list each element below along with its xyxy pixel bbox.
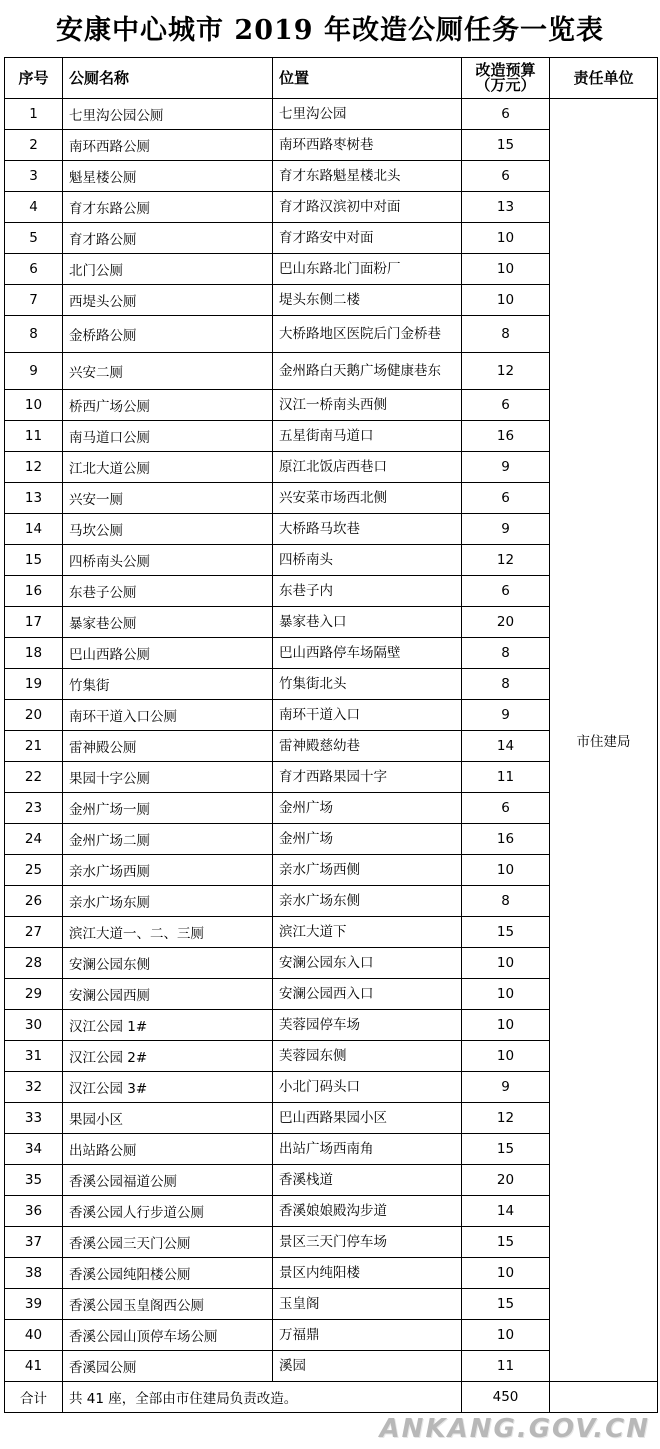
row-toilet-name: 香溪公园纯阳楼公厕 [63, 1258, 273, 1289]
responsible-unit: 市住建局 [550, 99, 658, 1382]
page-title: 安康中心城市 2019 年改造公厕任务一览表 [56, 15, 604, 46]
total-label: 合计 [5, 1382, 63, 1413]
row-budget: 15 [462, 130, 550, 161]
row-location: 育才路汉滨初中对面 [273, 192, 462, 223]
row-location: 安澜公园西入口 [273, 979, 462, 1010]
row-index: 9 [5, 353, 63, 390]
row-index: 13 [5, 483, 63, 514]
row-location: 南环干道入口 [273, 700, 462, 731]
row-index: 30 [5, 1010, 63, 1041]
row-toilet-name: 魁星楼公厕 [63, 161, 273, 192]
total-budget: 450 [462, 1382, 550, 1413]
row-toilet-name: 香溪公园三天门公厕 [63, 1227, 273, 1258]
row-budget: 10 [462, 979, 550, 1010]
row-budget: 9 [462, 1072, 550, 1103]
row-index: 23 [5, 793, 63, 824]
row-toilet-name: 北门公厕 [63, 254, 273, 285]
row-budget: 20 [462, 607, 550, 638]
row-index: 17 [5, 607, 63, 638]
row-location: 巴山西路停车场隔壁 [273, 638, 462, 669]
row-location: 育才西路果园十字 [273, 762, 462, 793]
row-location: 出站广场西南角 [273, 1134, 462, 1165]
row-budget: 8 [462, 316, 550, 353]
row-budget: 6 [462, 483, 550, 514]
row-toilet-name: 巴山西路公厕 [63, 638, 273, 669]
row-toilet-name: 汉江公园 1# [63, 1010, 273, 1041]
row-index: 28 [5, 948, 63, 979]
header-index: 序号 [5, 58, 63, 99]
row-budget: 9 [462, 452, 550, 483]
row-budget: 6 [462, 390, 550, 421]
row-location: 金州广场 [273, 824, 462, 855]
row-index: 37 [5, 1227, 63, 1258]
row-location: 汉江一桥南头西侧 [273, 390, 462, 421]
row-budget: 8 [462, 638, 550, 669]
row-index: 15 [5, 545, 63, 576]
header-unit: 责任单位 [550, 58, 658, 99]
row-budget: 12 [462, 353, 550, 390]
row-budget: 16 [462, 421, 550, 452]
row-toilet-name: 兴安一厕 [63, 483, 273, 514]
row-location: 巴山西路果园小区 [273, 1103, 462, 1134]
row-budget: 8 [462, 669, 550, 700]
row-location: 暴家巷入口 [273, 607, 462, 638]
row-index: 3 [5, 161, 63, 192]
row-index: 22 [5, 762, 63, 793]
row-location: 五星街南马道口 [273, 421, 462, 452]
row-budget: 15 [462, 917, 550, 948]
row-toilet-name: 出站路公厕 [63, 1134, 273, 1165]
row-location: 原江北饭店西巷口 [273, 452, 462, 483]
row-location: 亲水广场西侧 [273, 855, 462, 886]
row-location: 景区内纯阳楼 [273, 1258, 462, 1289]
row-budget: 9 [462, 514, 550, 545]
row-budget: 6 [462, 99, 550, 130]
row-index: 2 [5, 130, 63, 161]
row-location: 芙蓉园停车场 [273, 1010, 462, 1041]
row-location: 芙蓉园东侧 [273, 1041, 462, 1072]
row-budget: 10 [462, 1010, 550, 1041]
row-location: 滨江大道下 [273, 917, 462, 948]
row-index: 8 [5, 316, 63, 353]
row-index: 27 [5, 917, 63, 948]
row-toilet-name: 滨江大道一、二、三厕 [63, 917, 273, 948]
row-index: 18 [5, 638, 63, 669]
total-row [5, 1382, 658, 1413]
row-budget: 15 [462, 1227, 550, 1258]
row-toilet-name: 兴安二厕 [63, 353, 273, 390]
row-location: 堤头东侧二楼 [273, 285, 462, 316]
row-toilet-name: 桥西广场公厕 [63, 390, 273, 421]
row-budget: 10 [462, 1320, 550, 1351]
row-location: 竹集街北头 [273, 669, 462, 700]
row-location: 大桥路马坎巷 [273, 514, 462, 545]
row-index: 14 [5, 514, 63, 545]
header-name: 公厕名称 [63, 58, 273, 99]
row-toilet-name: 四桥南头公厕 [63, 545, 273, 576]
row-location: 亲水广场东侧 [273, 886, 462, 917]
row-toilet-name: 南环干道入口公厕 [63, 700, 273, 731]
row-budget: 10 [462, 1041, 550, 1072]
row-budget: 10 [462, 254, 550, 285]
row-toilet-name: 江北大道公厕 [63, 452, 273, 483]
row-index: 19 [5, 669, 63, 700]
row-budget: 10 [462, 855, 550, 886]
row-budget: 13 [462, 192, 550, 223]
row-toilet-name: 金州广场二厕 [63, 824, 273, 855]
row-location: 玉皇阁 [273, 1289, 462, 1320]
row-toilet-name: 育才路公厕 [63, 223, 273, 254]
row-index: 7 [5, 285, 63, 316]
row-budget: 15 [462, 1289, 550, 1320]
row-budget: 11 [462, 1351, 550, 1382]
total-unit-cell [550, 1382, 658, 1413]
row-toilet-name: 西堤头公厕 [63, 285, 273, 316]
row-location: 安澜公园东入口 [273, 948, 462, 979]
row-budget: 9 [462, 700, 550, 731]
row-index: 25 [5, 855, 63, 886]
row-toilet-name: 安澜公园东侧 [63, 948, 273, 979]
row-index: 32 [5, 1072, 63, 1103]
row-location: 香溪栈道 [273, 1165, 462, 1196]
header-budget: 改造预算（万元） [462, 58, 550, 99]
row-index: 26 [5, 886, 63, 917]
row-index: 6 [5, 254, 63, 285]
row-index: 38 [5, 1258, 63, 1289]
row-toilet-name: 汉江公园 2# [63, 1041, 273, 1072]
row-location: 巴山东路北门面粉厂 [273, 254, 462, 285]
row-budget: 12 [462, 1103, 550, 1134]
table-row [5, 99, 658, 130]
row-toilet-name: 金桥路公厕 [63, 316, 273, 353]
table-header-row [5, 58, 658, 99]
row-toilet-name: 汉江公园 3# [63, 1072, 273, 1103]
row-index: 40 [5, 1320, 63, 1351]
row-index: 24 [5, 824, 63, 855]
row-index: 29 [5, 979, 63, 1010]
row-toilet-name: 竹集街 [63, 669, 273, 700]
row-index: 12 [5, 452, 63, 483]
row-location: 香溪娘娘殿沟步道 [273, 1196, 462, 1227]
row-index: 36 [5, 1196, 63, 1227]
row-budget: 15 [462, 1134, 550, 1165]
row-budget: 12 [462, 545, 550, 576]
total-note: 共 41 座，全部由市住建局负责改造。 [63, 1382, 462, 1413]
row-index: 11 [5, 421, 63, 452]
row-toilet-name: 金州广场一厕 [63, 793, 273, 824]
row-budget: 14 [462, 1196, 550, 1227]
row-index: 5 [5, 223, 63, 254]
row-budget: 6 [462, 793, 550, 824]
row-budget: 10 [462, 948, 550, 979]
row-toilet-name: 香溪公园山顶停车场公厕 [63, 1320, 273, 1351]
row-budget: 8 [462, 886, 550, 917]
row-location: 万福鼎 [273, 1320, 462, 1351]
row-toilet-name: 果园小区 [63, 1103, 273, 1134]
row-location: 小北门码头口 [273, 1072, 462, 1103]
row-toilet-name: 果园十字公厕 [63, 762, 273, 793]
row-location: 七里沟公园 [273, 99, 462, 130]
row-location: 景区三天门停车场 [273, 1227, 462, 1258]
row-toilet-name: 雷神殿公厕 [63, 731, 273, 762]
row-index: 34 [5, 1134, 63, 1165]
row-index: 33 [5, 1103, 63, 1134]
row-index: 16 [5, 576, 63, 607]
row-budget: 6 [462, 161, 550, 192]
row-toilet-name: 东巷子公厕 [63, 576, 273, 607]
row-toilet-name: 南马道口公厕 [63, 421, 273, 452]
row-toilet-name: 暴家巷公厕 [63, 607, 273, 638]
row-toilet-name: 马坎公厕 [63, 514, 273, 545]
row-location: 雷神殿慈幼巷 [273, 731, 462, 762]
row-budget: 11 [462, 762, 550, 793]
row-budget: 20 [462, 1165, 550, 1196]
row-toilet-name: 香溪公园玉皇阁西公厕 [63, 1289, 273, 1320]
row-budget: 10 [462, 223, 550, 254]
row-budget: 10 [462, 285, 550, 316]
row-location: 溪园 [273, 1351, 462, 1382]
row-index: 31 [5, 1041, 63, 1072]
row-toilet-name: 香溪公园福道公厕 [63, 1165, 273, 1196]
row-location: 大桥路地区医院后门金桥巷 [273, 316, 462, 353]
row-index: 20 [5, 700, 63, 731]
row-location: 育才路安中对面 [273, 223, 462, 254]
row-toilet-name: 香溪园公厕 [63, 1351, 273, 1382]
row-budget: 16 [462, 824, 550, 855]
row-location: 金州路白天鹅广场健康巷东 [273, 353, 462, 390]
row-location: 兴安菜市场西北侧 [273, 483, 462, 514]
row-index: 4 [5, 192, 63, 223]
row-toilet-name: 香溪公园人行步道公厕 [63, 1196, 273, 1227]
row-toilet-name: 安澜公园西厕 [63, 979, 273, 1010]
site-watermark: ANKANG.GOV.CN [379, 1414, 650, 1444]
row-budget: 10 [462, 1258, 550, 1289]
row-budget: 6 [462, 576, 550, 607]
row-location: 金州广场 [273, 793, 462, 824]
row-index: 41 [5, 1351, 63, 1382]
row-toilet-name: 南环西路公厕 [63, 130, 273, 161]
row-index: 10 [5, 390, 63, 421]
row-toilet-name: 育才东路公厕 [63, 192, 273, 223]
header-location: 位置 [273, 58, 462, 99]
row-location: 东巷子内 [273, 576, 462, 607]
row-index: 39 [5, 1289, 63, 1320]
row-toilet-name: 七里沟公园公厕 [63, 99, 273, 130]
row-toilet-name: 亲水广场西厕 [63, 855, 273, 886]
toilet-renovation-table [4, 57, 658, 1413]
row-location: 南环西路枣树巷 [273, 130, 462, 161]
row-location: 四桥南头 [273, 545, 462, 576]
row-index: 21 [5, 731, 63, 762]
row-budget: 14 [462, 731, 550, 762]
row-index: 1 [5, 99, 63, 130]
row-location: 育才东路魁星楼北头 [273, 161, 462, 192]
row-index: 35 [5, 1165, 63, 1196]
row-toilet-name: 亲水广场东厕 [63, 886, 273, 917]
